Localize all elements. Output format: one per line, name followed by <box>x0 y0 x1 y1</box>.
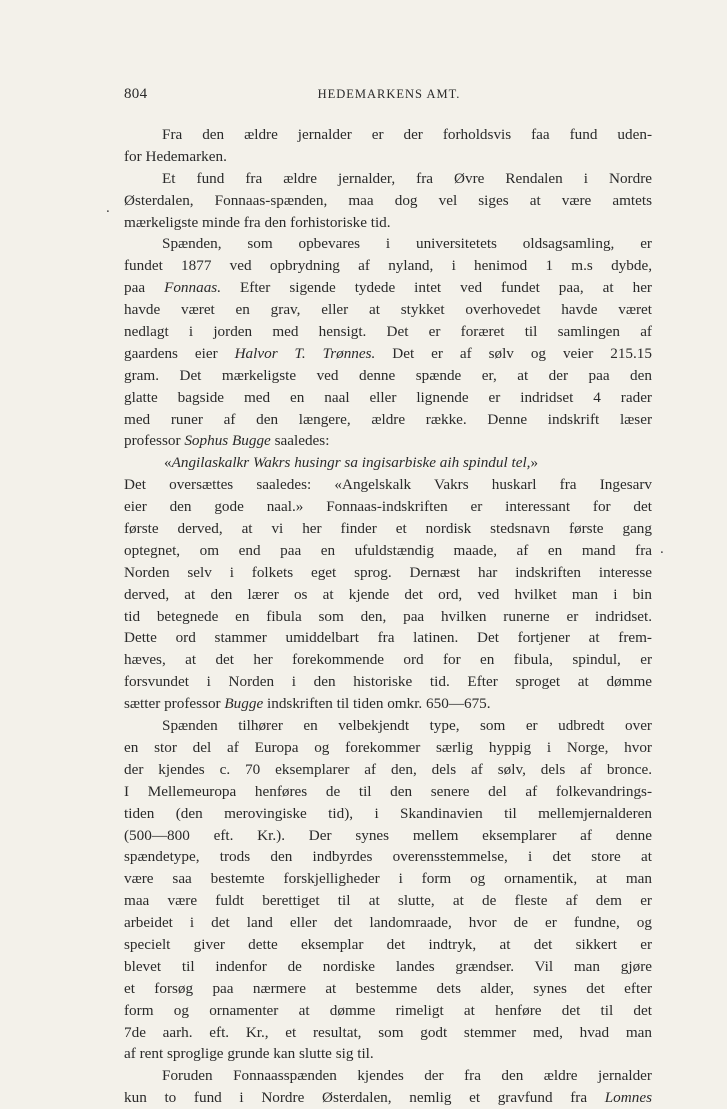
text-line: arbeidet i det land eller det landomraade, hvor de er fundne, og <box>124 914 652 932</box>
text-line: eier den gode naal.» Fonnaas-indskriften er interessant for det <box>124 498 652 516</box>
text-line: være saa bestemte forskjelligheder i form og ornamentik, at man <box>124 870 652 888</box>
text-line: 7de aarh. eft. Kr., et resultat, som godt stemmer med, hvad man <box>124 1023 652 1041</box>
text-line: optegnet, om end paa en ufuldstændig maade, af en mand fra <box>124 541 652 559</box>
text-line: nedlagt i jorden med hensigt. Det er foræret til samlingen af <box>124 323 652 341</box>
text-line: første derved, at vi her finder et nordisk stedsnavn første gang <box>124 520 652 538</box>
text-line: Spænden tilhører en velbekjendt type, som er udbredt over <box>162 717 652 735</box>
text-line: gaardens eier Halvor T. Trønnes. Det er af sølv og veier 215.15 <box>124 344 652 362</box>
text-line: specielt giver dette eksemplar det indtryk, at det sikkert er <box>124 935 652 953</box>
page-number: 804 <box>124 86 148 102</box>
body-text <box>124 124 652 1109</box>
margin-mark: . <box>106 200 110 216</box>
text-line: sætter professor Bugge indskriften til tiden omkr. 650—675. <box>124 695 491 713</box>
text-line: Dette ord stammer umiddelbart fra latinen. Det fortjener at frem- <box>124 629 652 647</box>
text-line: et forsøg paa nærmere at bestemme dets alder, synes det efter <box>124 979 652 997</box>
text-line: I Mellemeuropa henføres de til den senere del af folkevandrings- <box>124 782 652 800</box>
text-line: hæves, at det her forekommende ord for en fibula, spindul, er <box>124 651 652 669</box>
text-line: derved, at den lærer os at kjende det ord, ved hvilket man i bin <box>124 585 652 603</box>
text-line: der kjendes c. 70 eksemplarer af den, dels af sølv, dels af bronce. <box>124 760 652 778</box>
text-line: Det oversættes saaledes: «Angelskalk Vakrs huskarl fra Ingesarv <box>124 476 652 494</box>
text-line: forsvundet i Norden i den historiske tid. Efter sproget at dømme <box>124 673 652 691</box>
rune-inscription-line: «Angilaskalkr Wakrs husingr sa ingisarbiske aih spindul tel,» <box>164 454 539 472</box>
person-name: Bugge <box>224 695 264 713</box>
text-line: gram. Det mærkeligste ved denne spænde er, at der paa den <box>124 366 652 384</box>
text-line: Et fund fra ældre jernalder, fra Øvre Rendalen i Nordre <box>162 169 652 187</box>
text-line: form og ornamenter at dømme rimeligt at henføre det til det <box>124 1001 652 1019</box>
text-line: glatte bagside med en naal eller lignende er indridset 4 rader <box>124 388 652 406</box>
text-line: for Hedemarken. <box>124 147 227 165</box>
text-line: spændetype, trods den indbyrdes overensstemmelse, i det store at <box>124 848 652 866</box>
text-line: maa være fuldt berettiget til at slutte, at de fleste af dem er <box>124 892 652 910</box>
text-line: blevet til indenfor de nordiske landes grændser. Vil man gjøre <box>124 957 652 975</box>
text-line: en stor del af Europa og forekommer særlig hyppig i Norge, hvor <box>124 738 652 756</box>
text-line: Østerdalen, Fonnaas-spænden, maa dog vel siges at være amtets <box>124 191 652 209</box>
place-name: Lomnes <box>604 1089 652 1107</box>
text-line: tiden (den merovingiske tid), i Skandinavien til mellemjernalderen <box>124 804 652 822</box>
rune-inscription: Angilaskalkr Wakrs husingr sa ingisarbiske aih spindul tel, <box>171 454 531 472</box>
text-line: Norden selv i folkets eget sprog. Dernæst har indskriften interesse <box>124 563 652 581</box>
text-line: Spænden, som opbevares i universitetets oldsagsamling, er <box>162 235 652 253</box>
text-line: (500—800 eft. Kr.). Der synes mellem eksemplarer af denne <box>124 826 652 844</box>
person-name: Sophus Bugge <box>184 432 271 450</box>
text-line: kun to fund i Nordre Østerdalen, nemlig et gravfund fra Lomnes <box>124 1089 652 1107</box>
text-line: af rent sproglige grunde kan slutte sig til. <box>124 1045 374 1063</box>
margin-mark: . <box>660 541 664 557</box>
text-line: paa Fonnaas. Efter sigende tydede intet ved fundet paa, at her <box>124 279 652 297</box>
running-title: HEDEMARKENS AMT. <box>317 87 461 101</box>
text-line: fundet 1877 ved opbrydning af nyland, i henimod 1 m.s dybde, <box>124 257 652 275</box>
text-line: mærkeligste minde fra den forhistoriske tid. <box>124 213 391 231</box>
text-line: med runer af den længere, ældre række. Denne indskrift læser <box>124 410 652 428</box>
person-name: Halvor T. Trønnes. <box>234 344 376 362</box>
place-name: Fonnaas. <box>164 279 222 297</box>
text-line: Foruden Fonnaasspænden kjendes der fra den ældre jernalder <box>162 1067 652 1085</box>
text-line: havde været en grav, eller at stykket overhovedet havde været <box>124 301 652 319</box>
text-line: Fra den ældre jernalder er der forholdsvis faa fund uden- <box>162 126 652 143</box>
page-header <box>124 86 654 108</box>
text-line: professor Sophus Bugge saaledes: <box>124 432 330 450</box>
text-line: tid betegnede en fibula som den, paa hvilken runerne er indridset. <box>124 607 652 625</box>
